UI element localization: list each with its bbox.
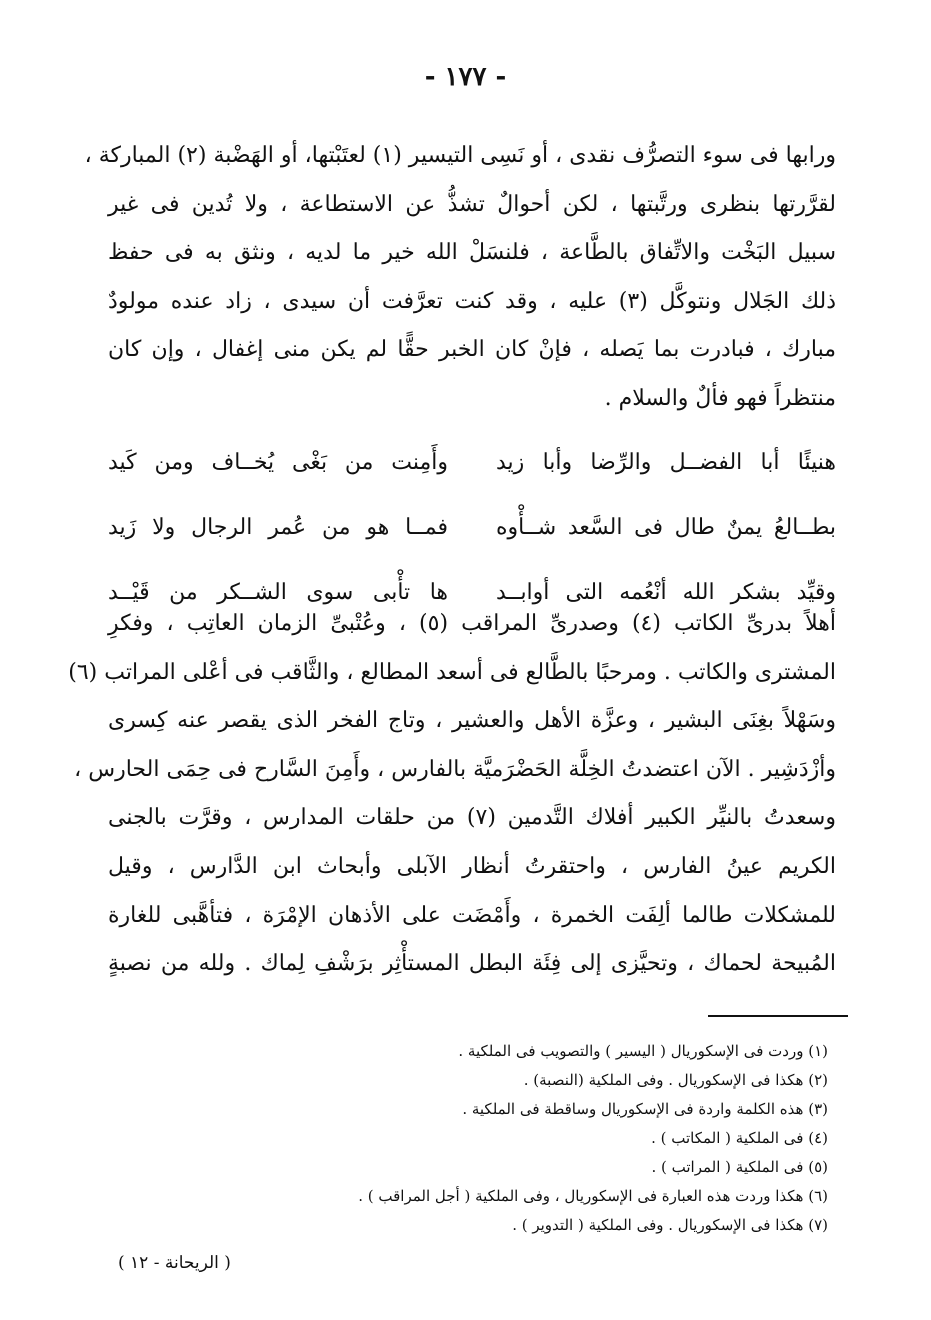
footnote: (١) وردت فى الإسكوريال ( اليسير ) والتصويب فى الملكية . [458, 1042, 828, 1060]
prose-line: وسَهْلاً بغِنَى البشير ، وعزَّة الأهل والعشير ، وتاج الفخر الذى يقصر عنه كِسرى [108, 708, 836, 734]
prose-line: وأزْدَشِير . الآن اعتضدتُ الخِلَّة الحَضْرَميَّة بالفارس ، وأَمِنَ السَّارح فى حِمَى الحارس ، [74, 756, 836, 782]
hemistich-first: هنيئًا أبا الفضــل والرِّضا وأبا زيد [496, 450, 836, 475]
hemistich-first: وقيِّد بشكر الله أنْعُمه التى أوابــد [496, 580, 836, 605]
prose-line: مبارك ، فبادرت بما يَصله ، فإنْ كان الخبر حقًّا لم يكن منى إغفال ، وإن كان [108, 337, 836, 363]
prose-line: منتظراً فهو فألٌ والسلام . [604, 385, 836, 411]
prose-line: لقرَّرتها بنظرى ورتَّبتها ، لكن أحوالٌ تشذُّ عن الاستطاعة ، ولا تُدين فى غير [108, 191, 836, 217]
poem-verse [108, 430, 836, 495]
footnote: (٢) هكذا فى الإسكوريال . وفى الملكية (النصبة) . [523, 1071, 828, 1089]
footnote: (٣) هذه الكلمة واردة فى الإسكوريال وساقطة فى الملكية . [462, 1100, 828, 1118]
footnotes [108, 1037, 828, 1240]
footnote: (٥) فى الملكية ( المراتب ) . [651, 1158, 828, 1176]
book-signature: ( الريحانة - ١٢ ) [118, 1253, 231, 1273]
prose-line: للمشكلات طالما ألِفَت الخمرة ، وأَمْضَت على الأذهان الإمْرَة ، فتأهَّبى للغارة [108, 902, 836, 928]
footnote: (٧) هكذا فى الإسكوريال . وفى الملكية ( التدوير ) . [512, 1216, 828, 1234]
poem-verse [108, 495, 836, 560]
prose-block-greeting [68, 600, 837, 989]
prose-line: ورابها فى سوء التصرُّف نقدى ، أو نَسِى التيسير (١) لعتَبْتها، أو الهَضْبة (٢) المباركة ، [84, 143, 836, 168]
page-number: - ١٧٧ - [424, 62, 507, 92]
hemistich-second: ها تأْبى سوى الشــكر من قَيْــد [108, 580, 448, 605]
prose-line: الكريم عينُ الفارس ، واحتقرتُ أنظار الآبلى وأبحاث ابن الدَّارس ، وقيل [108, 853, 836, 879]
hemistich-second: فمــا هو من عُمر الرجال ولا زَيد [108, 515, 448, 540]
prose-line: المشترى والكاتب . ومرحبًا بالطَّالع فى أسعد المطالع ، والثَّاقب فى أعْلى المراتب (٦) [68, 659, 836, 685]
hemistich-first: بطــالعُ يمنٌ طال فى السَّعد شــأْوه [496, 515, 836, 540]
prose-line: أهلاً بدرىِّ الكاتب (٤) وصدرىِّ المراقب (٥) ، وعُتْبىِّ الزمان العاتِب ، وفكرِ [108, 611, 837, 636]
prose-line: المُبيحة لحماك ، وتحيَّزى إلى فِئَة البطل المستأْثِر برَشْفِ لِماك . ولله من نصبةٍ [108, 951, 836, 977]
hemistich-second: وأَمِنت من بَغْى يُخــاف ومن كَيد [108, 450, 448, 475]
footnote: (٦) هكذا وردت هذه العبارة فى الإسكوريال ، وفى الملكية ( أجل المراقب ) . [358, 1187, 828, 1205]
prose-line: ذلك الجَلال ونتوكَّل (٣) عليه ، وقد كنت تعرَّفت أن سيدى ، زاد عنده مولودٌ [108, 288, 836, 314]
footnote-separator [708, 1015, 848, 1017]
prose-line: سبيل البَخْت والاتِّفاق بالطَّاعة ، فلنسَلْ الله خير ما لديه ، ونثق به فى حفظ [108, 240, 836, 266]
footnote: (٤) فى الملكية ( المكاتب ) . [651, 1129, 828, 1147]
prose-block-letter [84, 132, 836, 424]
poem [108, 430, 836, 625]
prose-line: وسعدتُ بالنيِّر الكبير أفلاك التَّدمين (٧) من حلقات المدارس ، وقرَّت بالجنى [108, 805, 836, 831]
